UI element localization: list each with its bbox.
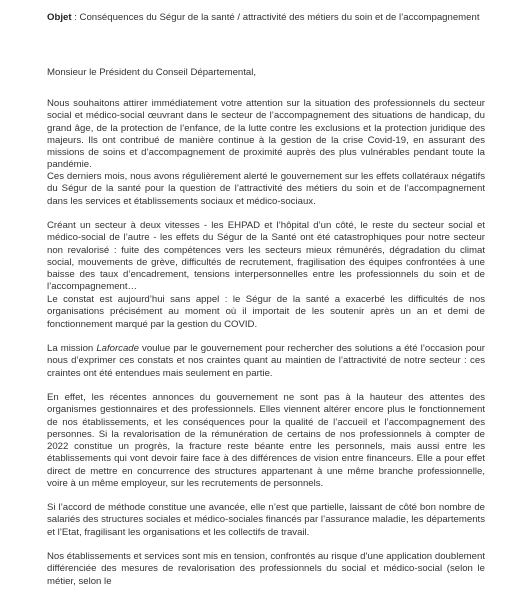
paragraph-laforcade-mission — [47, 343, 485, 380]
paragraph-announcements: En effet, les récentes annonces du gouvernement ne sont pas à la hauteur des attentes des organismes gestionnaires et des professionnels. Elles viennent altérer encore plus le fonctionnement de nos établissements, et les conséquences pour la qualité de l’accueil et l’accompagnement des personnes. Si la revalorisation de la rémunération de certains de nos professionnels à compter de 2022 constitue un progrès, la fracture reste béante entre les personnels, mais aussi entre les établissements qui vont devoir faire face à des différences de vision entre financeurs. Elle a pour effet direct de mettre en concurrence des structures appartenant à une même branche professionnelle, voire à un même employeur, sur les recrutements de personnels. — [47, 392, 485, 490]
paragraph-text: voulue par le gouvernement pour rechercher des solutions a été l’occasion pour nous d’exprimer ces constats et nos craintes quant au maintien de l’attractivité de notre secteur : ces craintes ont été entendues mais seulement en partie. — [47, 343, 485, 379]
subject-label: Objet — [47, 12, 72, 23]
paragraph-text: Nos établissements et services sont mis en tension, confrontés au risque d’une application doublement différenciée des mesures de revalorisation des professionnels du social et médico-social (selon le métier, selon le — [47, 551, 485, 587]
letter-salutation: Monsieur le Président du Conseil Départemental, — [47, 67, 257, 78]
paragraph-alerts: Ces derniers mois, nous avons régulièrement alerté le gouvernement sur les effets collatéraux négatifs du Ségur de la santé pour la question de l’attractivité des métiers du soin et de l’accompagnement dans les services et établissements sociaux et médico-sociaux. — [47, 171, 485, 207]
paragraph-tension — [47, 551, 485, 591]
paragraph-text: La mission — [47, 343, 97, 354]
paragraph-method-agreement: Si l’accord de méthode constitue une avancée, elle n’est que partielle, laissant de côté bon nombre de salariés des structures sociales et médico-sociales financés par l’assurance maladie, les départements et l’Etat, fragilisant les organisations et les collectifs de travail. — [47, 502, 485, 538]
mission-name: Laforcade — [96, 343, 139, 354]
letter-subject — [47, 12, 517, 24]
paragraph-findings: Le constat est aujourd’hui sans appel : le Ségur de la santé a exacerbé les difficultés de nos organisations précisément au moment où il importait de les soutenir après un an et demi de fonctionnement marqué par la gestion du COVID. — [47, 294, 485, 330]
paragraph-two-speed-sector: Créant un secteur à deux vitesses - les EHPAD et l’hôpital d’un côté, le reste du secteur social et médico-social de l’autre - les effets du Ségur de la Santé ont été catastrophiques pour notre secteur non revalorisé : fuite des compétences vers les secteurs mieux rémunérés, dégradation du climat social, mouvements de grève, difficultés de recrutement, fragilisation des équipes confrontées à une baisse des taux d’encadrement, tensions interpersonnelles entre les professionnels du soin et de l’accompagnement… — [47, 220, 485, 293]
subject-text: : Conséquences du Ségur de la santé / attractivité des métiers du soin et de l’accompagnement — [71, 12, 480, 23]
paragraph-situation: Nous souhaitons attirer immédiatement votre attention sur la situation des professionnels du secteur social et médico-social œuvrant dans le secteur de l’accompagnement des situations de handicap, du grand âge, de la protection de l’enfance, de la lutte contre les exclusions et la protection juridique des majeurs. Ils ont contribué de manière continue à la gestion de la crise Covid-19, en assurant des missions de soins et d’accompagnement de proximité auprès des plus vulnérables pendant toute la pandémie. — [47, 98, 485, 171]
